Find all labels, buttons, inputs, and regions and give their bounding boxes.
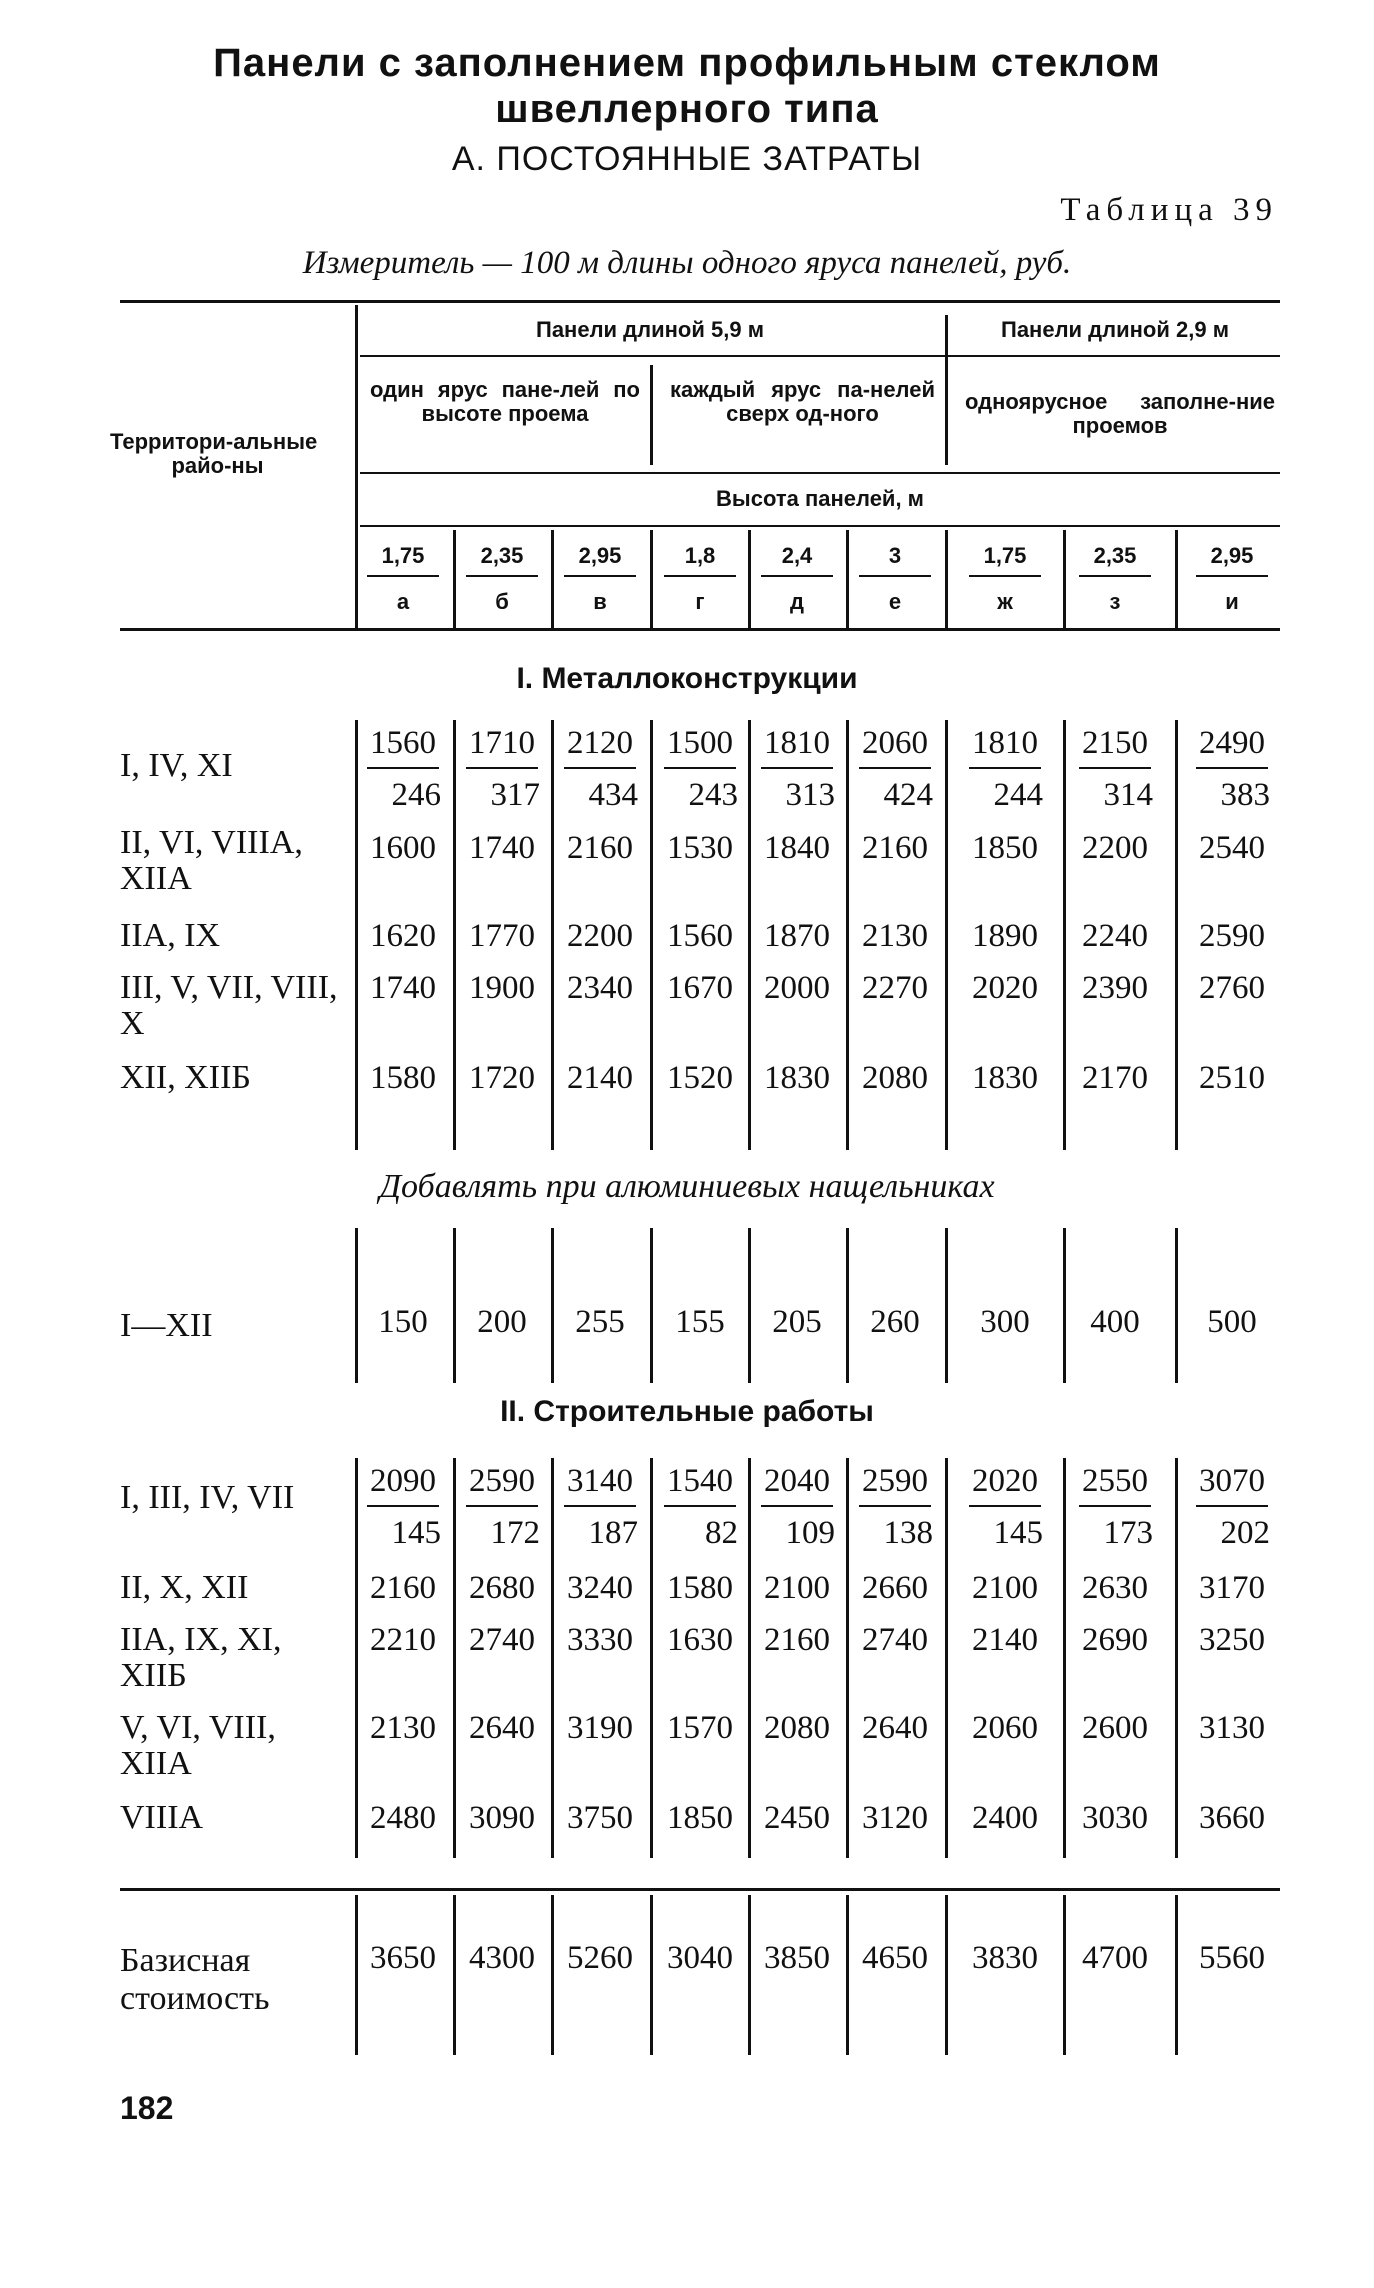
- column-letter: б: [495, 589, 509, 614]
- head-col-line-2: [551, 530, 554, 628]
- cell-value: 1580: [667, 1570, 733, 1606]
- fraction-bar: [564, 1505, 636, 1507]
- section-1-title: I. Металлоконструкции: [516, 662, 858, 695]
- cell-subvalue: 173: [1103, 1515, 1153, 1551]
- sec1-col-line-7: [1063, 720, 1066, 1150]
- cell-value: 1560: [370, 725, 436, 761]
- add-col-line-5: [846, 1228, 849, 1383]
- base-label: Базисная стоимость: [120, 1942, 270, 2017]
- cell-value: 2160: [370, 1570, 436, 1606]
- cell-value: 2090: [370, 1463, 436, 1499]
- sec1-col-line-4: [748, 720, 751, 1150]
- column-letter: ж: [997, 589, 1013, 614]
- column-letter: в: [593, 589, 607, 614]
- cell-value: 2160: [862, 830, 928, 866]
- head-col-line-8: [1175, 530, 1178, 628]
- cell-value: 2150: [1082, 725, 1148, 761]
- cell-value: 1620: [370, 918, 436, 954]
- height-underline: [761, 575, 833, 577]
- region-label: V, VI, VIII, XIIA: [120, 1709, 276, 1782]
- fraction-bar: [367, 767, 439, 769]
- sec1-col-line-2: [551, 720, 554, 1150]
- cell-value: 2000: [764, 970, 830, 1006]
- cell-value: 1830: [972, 1060, 1038, 1096]
- section-2-title: II. Строительные работы: [500, 1395, 874, 1428]
- cell-value: 1530: [667, 830, 733, 866]
- cell-value: 1740: [370, 970, 436, 1006]
- cell-value: 300: [980, 1304, 1030, 1340]
- cell-value: 1890: [972, 918, 1038, 954]
- cell-value: 400: [1090, 1304, 1140, 1340]
- cell-value: 3090: [469, 1800, 535, 1836]
- cell-value: 2600: [1082, 1710, 1148, 1746]
- cell-value: 260: [870, 1304, 920, 1340]
- sec2-col-line-5: [846, 1458, 849, 1858]
- sec1-col-line-8: [1175, 720, 1178, 1150]
- sec2-col-line-8: [1175, 1458, 1178, 1858]
- cell-value: 2390: [1082, 970, 1148, 1006]
- height-value: 2,35: [480, 543, 524, 568]
- cell-subvalue: 313: [785, 777, 835, 813]
- cell-value: 1850: [972, 830, 1038, 866]
- cell-value: 2020: [972, 970, 1038, 1006]
- cell-value: 1570: [667, 1710, 733, 1746]
- cell-value: 3140: [567, 1463, 633, 1499]
- head-col-line-3: [650, 530, 653, 628]
- cell-value: 155: [675, 1304, 725, 1340]
- region-label: IIA, IX: [120, 917, 221, 954]
- fraction-bar: [664, 1505, 736, 1507]
- fraction-bar: [466, 767, 538, 769]
- base-top-rule: [120, 1888, 1280, 1891]
- height-rule: [360, 525, 1280, 527]
- cell-value: 500: [1207, 1304, 1257, 1340]
- base-col-line-6: [945, 1895, 948, 2055]
- cell-value: 2510: [1199, 1060, 1265, 1096]
- cell-value: 5560: [1199, 1940, 1265, 1976]
- cell-value: 3040: [667, 1940, 733, 1976]
- cell-subvalue: 383: [1220, 777, 1270, 813]
- fraction-bar: [859, 1505, 931, 1507]
- column-letter: з: [1109, 589, 1121, 614]
- cell-value: 2200: [567, 918, 633, 954]
- add-label: Добавлять при алюминиевых нащельниках: [379, 1168, 995, 1205]
- cell-value: 205: [772, 1304, 822, 1340]
- cell-value: 1630: [667, 1622, 733, 1658]
- region-label: IIA, IX, XI, XIIБ: [120, 1621, 282, 1694]
- sub-label-2: каждый ярус па-нелей сверх од-ного: [670, 377, 935, 426]
- cell-value: 2100: [972, 1570, 1038, 1606]
- cell-value: 1520: [667, 1060, 733, 1096]
- sec1-col-line-6: [945, 720, 948, 1150]
- title-line-2: швеллерного типа: [495, 87, 879, 131]
- region-label: III, V, VII, VIII, X: [120, 969, 338, 1042]
- table-number: Таблица 39: [1060, 192, 1278, 228]
- sec1-col-line-5: [846, 720, 849, 1150]
- cell-value: 2120: [567, 725, 633, 761]
- fraction-bar: [564, 767, 636, 769]
- cell-value: 2130: [862, 918, 928, 954]
- cell-value: 1830: [764, 1060, 830, 1096]
- base-col-line-5: [846, 1895, 849, 2055]
- column-letter: а: [396, 589, 410, 614]
- fraction-bar: [969, 1505, 1041, 1507]
- cell-subvalue: 109: [785, 1515, 835, 1551]
- height-underline: [1196, 575, 1268, 577]
- cell-value: 2760: [1199, 970, 1265, 1006]
- cell-value: 2400: [972, 1800, 1038, 1836]
- sec2-col-line-7: [1063, 1458, 1066, 1858]
- sec2-col-line-6: [945, 1458, 948, 1858]
- cell-value: 2480: [370, 1800, 436, 1836]
- cell-value: 2490: [1199, 725, 1265, 761]
- cell-value: 3070: [1199, 1463, 1265, 1499]
- sec2-col-line-1: [453, 1458, 456, 1858]
- region-label: I—XII: [120, 1307, 213, 1344]
- page-number: 182: [120, 2090, 174, 2126]
- cell-value: 2630: [1082, 1570, 1148, 1606]
- cell-value: 5260: [567, 1940, 633, 1976]
- head-col-line-4: [748, 530, 751, 628]
- add-col-line-7: [1063, 1228, 1066, 1383]
- height-value: 1,75: [381, 543, 425, 568]
- cell-value: 3130: [1199, 1710, 1265, 1746]
- cell-value: 2640: [469, 1710, 535, 1746]
- cell-subvalue: 246: [391, 777, 441, 813]
- cell-value: 150: [378, 1304, 428, 1340]
- region-label: II, VI, VIIIA, XIIA: [120, 824, 303, 897]
- cell-subvalue: 145: [993, 1515, 1043, 1551]
- height-value: 2,4: [781, 543, 813, 568]
- cell-value: 2590: [469, 1463, 535, 1499]
- add-col-line-2: [551, 1228, 554, 1383]
- column-letter: и: [1225, 589, 1239, 614]
- cell-subvalue: 317: [490, 777, 540, 813]
- cell-value: 2540: [1199, 830, 1265, 866]
- cell-subvalue: 138: [883, 1515, 933, 1551]
- add-col-line-4: [748, 1228, 751, 1383]
- cell-value: 2160: [764, 1622, 830, 1658]
- height-underline: [969, 575, 1041, 577]
- cell-value: 2590: [1199, 918, 1265, 954]
- cell-value: 3330: [567, 1622, 633, 1658]
- sec2-col-line-4: [748, 1458, 751, 1858]
- base-col-line-3: [650, 1895, 653, 2055]
- base-col-line-1: [453, 1895, 456, 2055]
- height-underline: [664, 575, 736, 577]
- cell-value: 1810: [972, 725, 1038, 761]
- cell-value: 255: [575, 1304, 625, 1340]
- cell-subvalue: 82: [705, 1515, 738, 1551]
- cell-value: 1600: [370, 830, 436, 866]
- cell-value: 3660: [1199, 1800, 1265, 1836]
- sec2-col-line-3: [650, 1458, 653, 1858]
- group-label-2-9: Панели длиной 2,9 м: [1001, 317, 1229, 342]
- sec2-col-line-2: [551, 1458, 554, 1858]
- cell-subvalue: 314: [1103, 777, 1153, 813]
- cell-value: 2130: [370, 1710, 436, 1746]
- height-underline: [859, 575, 931, 577]
- head-col-line-5: [846, 530, 849, 628]
- base-col-line-2: [551, 1895, 554, 2055]
- cell-value: 3650: [370, 1940, 436, 1976]
- cell-value: 1850: [667, 1800, 733, 1836]
- height-value: 2,95: [578, 543, 622, 568]
- sub-label-1: один ярус пане-лей по высоте проема: [370, 377, 640, 426]
- cell-value: 3120: [862, 1800, 928, 1836]
- fraction-bar: [1079, 767, 1151, 769]
- cell-value: 2200: [1082, 830, 1148, 866]
- cell-value: 2550: [1082, 1463, 1148, 1499]
- group-divider: [945, 315, 948, 465]
- base-col-line-8: [1175, 1895, 1178, 2055]
- head-col-line-7: [1063, 530, 1066, 628]
- cell-value: 2340: [567, 970, 633, 1006]
- cell-value: 2640: [862, 1710, 928, 1746]
- cell-value: 2270: [862, 970, 928, 1006]
- cell-value: 1500: [667, 725, 733, 761]
- column-letter: д: [790, 589, 804, 614]
- cell-subvalue: 434: [588, 777, 638, 813]
- column-letter: е: [888, 589, 902, 614]
- cell-value: 2100: [764, 1570, 830, 1606]
- cell-subvalue: 145: [391, 1515, 441, 1551]
- fraction-bar: [367, 1505, 439, 1507]
- cell-value: 2240: [1082, 918, 1148, 954]
- sec1-col-line-1: [453, 720, 456, 1150]
- cell-value: 3190: [567, 1710, 633, 1746]
- add-col-line-3: [650, 1228, 653, 1383]
- fraction-bar: [664, 767, 736, 769]
- cell-value: 1810: [764, 725, 830, 761]
- group-rule: [360, 355, 1280, 357]
- cell-subvalue: 202: [1220, 1515, 1270, 1551]
- cell-value: 3250: [1199, 1622, 1265, 1658]
- cell-value: 1840: [764, 830, 830, 866]
- cell-value: 2680: [469, 1570, 535, 1606]
- cell-value: 1560: [667, 918, 733, 954]
- cell-value: 2080: [862, 1060, 928, 1096]
- fraction-bar: [859, 767, 931, 769]
- height-underline: [466, 575, 538, 577]
- cell-value: 2060: [862, 725, 928, 761]
- subtitle: А. ПОСТОЯННЫЕ ЗАТРАТЫ: [451, 140, 923, 178]
- cell-value: 2140: [972, 1622, 1038, 1658]
- add-col-line-6: [945, 1228, 948, 1383]
- sub-divider-1: [650, 365, 653, 465]
- cell-value: 3170: [1199, 1570, 1265, 1606]
- cell-value: 4700: [1082, 1940, 1148, 1976]
- cell-value: 1870: [764, 918, 830, 954]
- head-col-line-6: [945, 530, 948, 628]
- cell-value: 2060: [972, 1710, 1038, 1746]
- cell-value: 2160: [567, 830, 633, 866]
- height-underline: [367, 575, 439, 577]
- height-label: Высота панелей, м: [716, 486, 924, 511]
- cell-subvalue: 244: [993, 777, 1043, 813]
- height-underline: [564, 575, 636, 577]
- cell-value: 200: [477, 1304, 527, 1340]
- cell-value: 2450: [764, 1800, 830, 1836]
- fraction-bar: [1196, 1505, 1268, 1507]
- cell-subvalue: 172: [490, 1515, 540, 1551]
- fraction-bar: [969, 767, 1041, 769]
- height-value: 1,75: [983, 543, 1027, 568]
- cell-value: 1580: [370, 1060, 436, 1096]
- add-col-line-8: [1175, 1228, 1178, 1383]
- cell-value: 2040: [764, 1463, 830, 1499]
- cell-value: 2210: [370, 1622, 436, 1658]
- base-col-line-7: [1063, 1895, 1066, 2055]
- cell-value: 1710: [469, 725, 535, 761]
- height-value: 2,95: [1210, 543, 1254, 568]
- cell-value: 2590: [862, 1463, 928, 1499]
- add-col-line-1: [453, 1228, 456, 1383]
- sub-label-3: одноярусное заполне-ние проемов: [965, 389, 1275, 438]
- cell-value: 1900: [469, 970, 535, 1006]
- cell-value: 2170: [1082, 1060, 1148, 1096]
- region-label: XII, XIIБ: [120, 1059, 251, 1096]
- cell-value: 1740: [469, 830, 535, 866]
- region-label: II, X, XII: [120, 1569, 249, 1606]
- cell-value: 3240: [567, 1570, 633, 1606]
- cell-subvalue: 243: [688, 777, 738, 813]
- region-label: Территори-альные райо-ны: [110, 429, 318, 478]
- cell-value: 4650: [862, 1940, 928, 1976]
- cell-value: 1720: [469, 1060, 535, 1096]
- cell-value: 2080: [764, 1710, 830, 1746]
- title-line-1: Панели с заполнением профильным стеклом: [213, 41, 1161, 85]
- head-col-line-1: [453, 530, 456, 628]
- cell-value: 2690: [1082, 1622, 1148, 1658]
- column-letter: г: [695, 589, 705, 614]
- cell-value: 4300: [469, 1940, 535, 1976]
- height-value: 2,35: [1093, 543, 1137, 568]
- fraction-bar: [761, 767, 833, 769]
- cell-value: 1540: [667, 1463, 733, 1499]
- region-label: VIIIA: [120, 1799, 204, 1836]
- header-bottom-rule: [120, 628, 1280, 631]
- cell-subvalue: 187: [588, 1515, 638, 1551]
- cell-value: 2740: [469, 1622, 535, 1658]
- cell-value: 3830: [972, 1940, 1038, 1976]
- height-value: 1,8: [684, 543, 716, 568]
- cell-subvalue: 424: [883, 777, 933, 813]
- height-underline: [1079, 575, 1151, 577]
- fraction-bar: [761, 1505, 833, 1507]
- fraction-bar: [466, 1505, 538, 1507]
- table-top-rule: [120, 300, 1280, 303]
- sec1-col-line-3: [650, 720, 653, 1150]
- cell-value: 3750: [567, 1800, 633, 1836]
- fraction-bar: [1196, 767, 1268, 769]
- cell-value: 3850: [764, 1940, 830, 1976]
- cell-value: 1770: [469, 918, 535, 954]
- cell-value: 2740: [862, 1622, 928, 1658]
- cell-value: 2140: [567, 1060, 633, 1096]
- region-label: I, III, IV, VII: [120, 1479, 295, 1516]
- measure-note: Измеритель — 100 м длины одного яруса панелей, руб.: [302, 245, 1072, 281]
- sub-rule: [360, 472, 1280, 474]
- cell-value: 2020: [972, 1463, 1038, 1499]
- height-value: 3: [888, 543, 902, 568]
- group-label-5-9: Панели длиной 5,9 м: [536, 317, 764, 342]
- region-label: I, IV, XI: [120, 747, 233, 784]
- cell-value: 3030: [1082, 1800, 1148, 1836]
- base-col-line-4: [748, 1895, 751, 2055]
- cell-value: 2660: [862, 1570, 928, 1606]
- fraction-bar: [1079, 1505, 1151, 1507]
- cell-value: 1670: [667, 970, 733, 1006]
